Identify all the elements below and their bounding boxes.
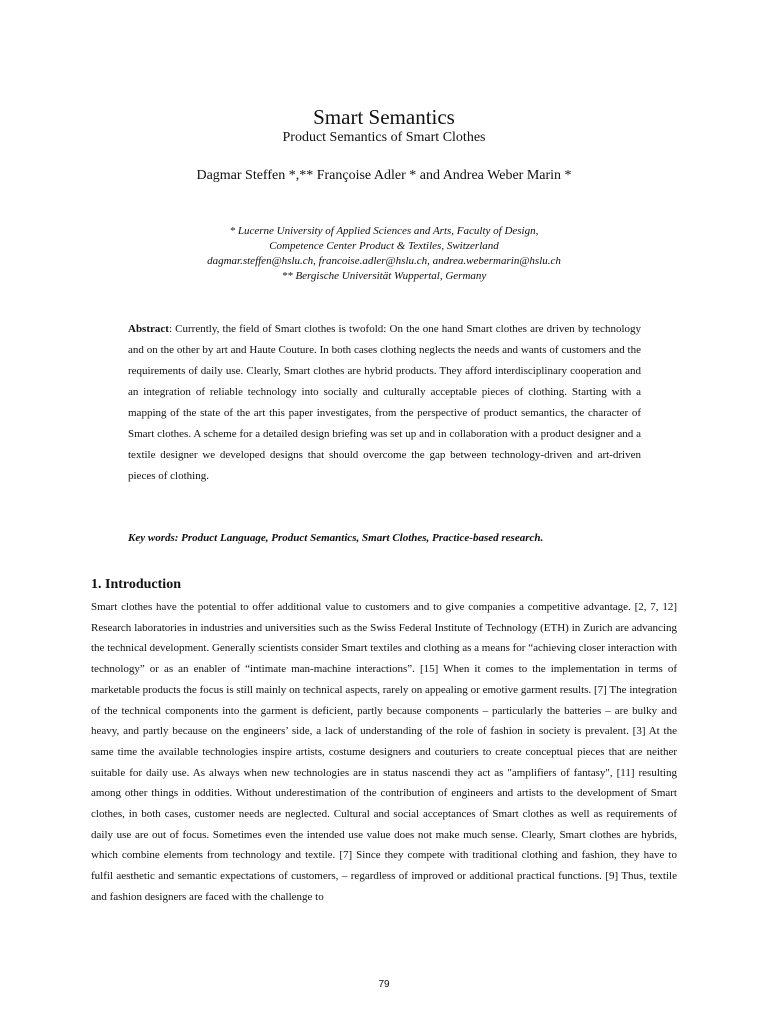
- section-heading: 1. Introduction: [91, 577, 181, 592]
- author-list: Dagmar Steffen *,** Françoise Adler * and Andrea Weber Marin *: [196, 168, 572, 183]
- affiliation-line: Competence Center Product & Textiles, Switzerland: [269, 240, 499, 252]
- author-emails: dagmar.steffen@hslu.ch, francoise.adler@hslu.ch, andrea.webermarin@hslu.ch: [207, 255, 561, 267]
- paper-title: Smart Semantics: [313, 105, 455, 129]
- keywords: Key words: Product Language, Product Semantics, Smart Clothes, Practice-based research.: [128, 532, 544, 544]
- page-number: 79: [378, 979, 390, 990]
- affiliation-line: * Lucerne University of Applied Sciences and Arts, Faculty of Design,: [229, 225, 539, 237]
- affiliation-block: [0, 224, 768, 284]
- section-body-text: Smart clothes have the potential to offer additional value to customers and to give companies a competitive advantage. [2, 7, 12] Research laboratories in industries and universities such as the Swiss Federal Institute of Technology (ETH) in Zurich are advancing the technical development. Generally scientists consider Smart textiles and clothing as a means for “achieving closer interaction with technology” or as an enabler of “intimate man-machine interactions”. [15] When it comes to the implementation in terms of marketable products the focus is still mainly on technical aspects, rarely on appealing or emotive garment results. [7] The integration of the technical components into the garment is deficient, partly because components – particularly the batteries – are bulky and heavy, and partly because on the engineers’ side, a lack of understanding of the role of fashion in society is prevalent. [3] At the same time the available technologies inspire artists, costume designers and couturiers to create conceptual pieces that are neither suitable for daily use. As always when new technologies are in status nascendi they act as "amplifiers of fantasy", [11] resulting among other things in oddities. Without underestimation of the contribution of engineers and artists to the development of Smart clothes, in both cases, customer needs are neglected. Cultural and social acceptances of Smart clothes as well as requirements of daily use are out of focus. Sometimes even the intended use value does not make much sense. Clearly, Smart clothes are hybrids, which combine elements from technology and textile. [7] Since they compete with traditional clothing and fashion, they have to fulfil aesthetic and semantic expectations of customers, – regardless of improved or additional practical functions. [9] Thus, textile and fashion designers are faced with the challenge to: [91, 601, 677, 903]
- paper-subtitle: Product Semantics of Smart Clothes: [282, 130, 486, 145]
- abstract-label: Abstract: [128, 323, 169, 335]
- abstract: [128, 319, 641, 487]
- abstract-text: : Currently, the field of Smart clothes is twofold: On the one hand Smart clothes are driven by technology and on the other by art and Haute Couture. In both cases clothing neglects the needs and wants of customers and the requirements of daily use. Clearly, Smart clothes are hybrid products. They afford interdisciplinary cooperation and an integration of reliable technology into socially and culturally acceptable pieces of clothing. Starting with a mapping of the state of the art this paper investigates, from the perspective of product semantics, the character of Smart clothes. A scheme for a detailed design briefing was set up and in collaboration with a product designer and a textile designer we developed designs that should overcome the gap between technology-driven and art-driven pieces of clothing.: [128, 323, 641, 482]
- affiliation-line: ** Bergische Universität Wuppertal, Germany: [281, 270, 487, 282]
